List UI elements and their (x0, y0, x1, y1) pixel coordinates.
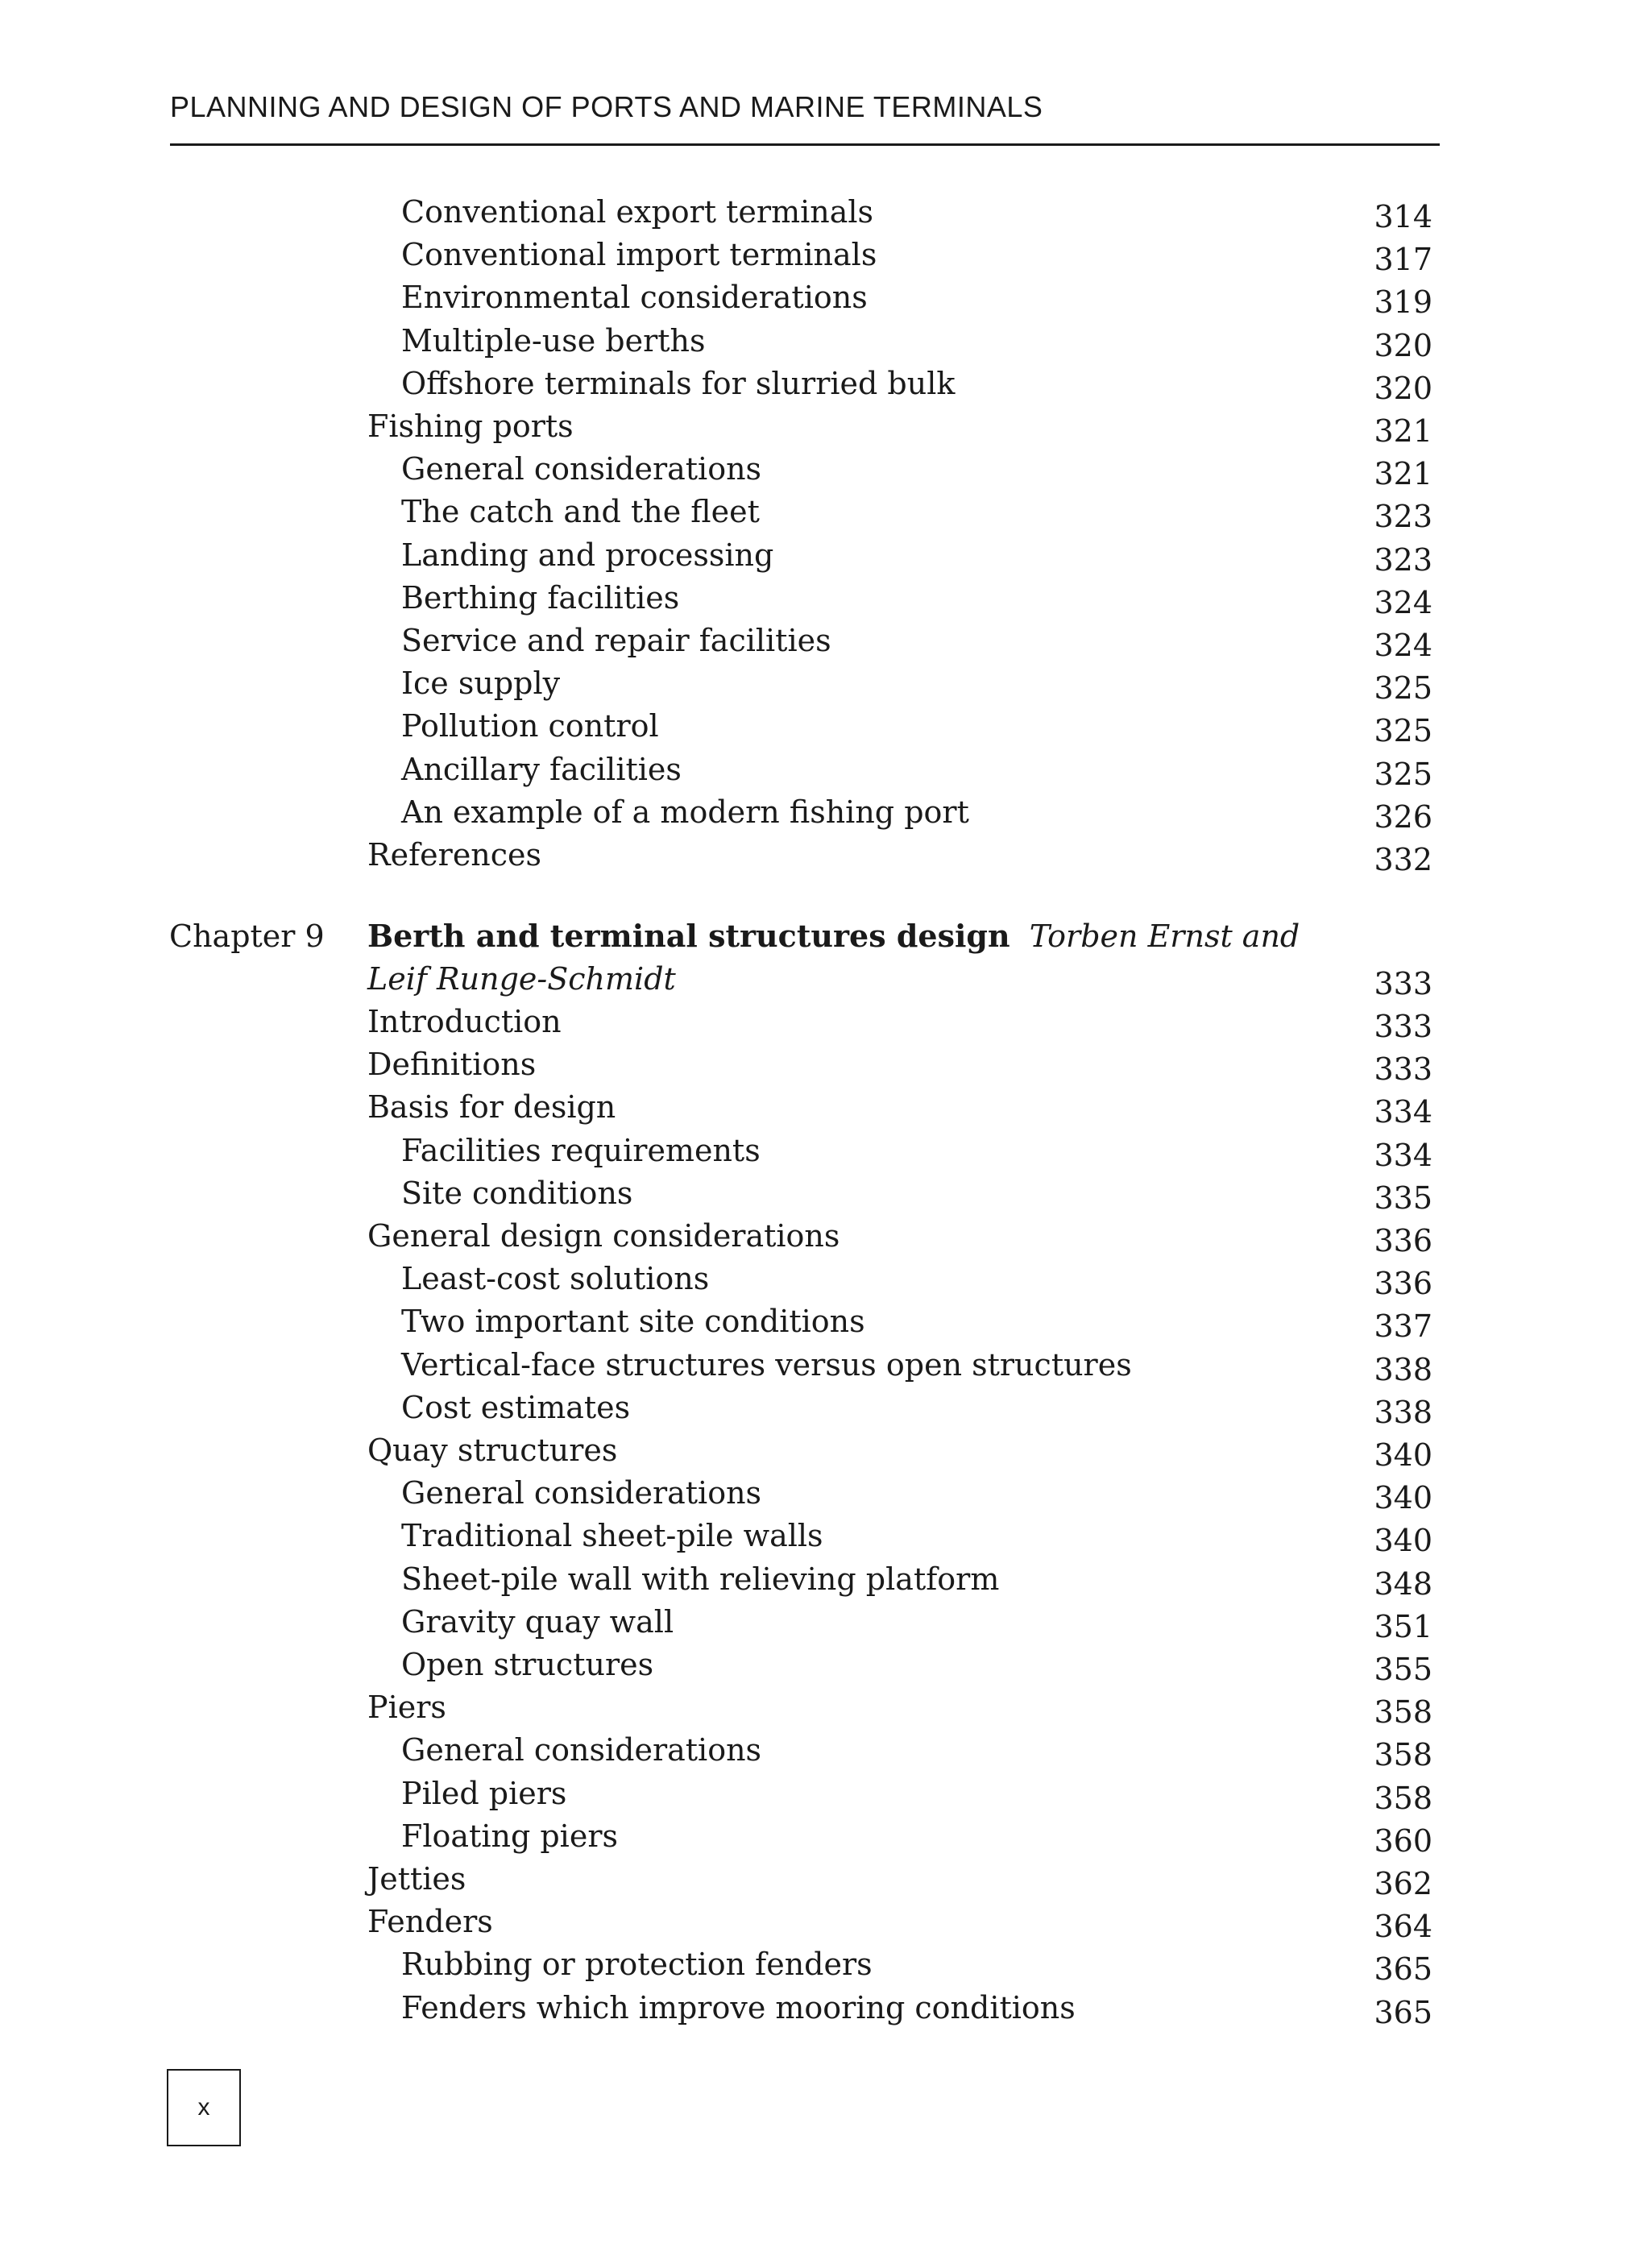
toc-entry-page: 336 (1374, 1266, 1432, 1302)
toc-entry-page: 334 (1374, 1137, 1432, 1173)
toc-entry-title: Rubbing or protection fenders (401, 1947, 873, 1983)
toc-entry-page: 325 (1374, 713, 1432, 749)
toc-entry (0, 449, 1650, 492)
toc-entry-title: General considerations (401, 1732, 762, 1768)
toc-entry (0, 1130, 1650, 1171)
toc-entry (0, 491, 1650, 535)
toc-entry (0, 1387, 1650, 1428)
toc-entry-page: 319 (1374, 284, 1432, 321)
toc-entry-title: Conventional export terminals (401, 194, 874, 230)
toc-entry (0, 535, 1650, 578)
toc-entry (0, 1730, 1650, 1773)
toc-entry (0, 835, 1650, 875)
toc-entry-page: 324 (1374, 584, 1432, 620)
toc-entry-page: 321 (1374, 456, 1432, 492)
toc-entry-page: 340 (1374, 1437, 1432, 1473)
toc-entry-title: Vertical-face structures versus open structures (401, 1346, 1132, 1383)
toc-entry-title: Cost estimates (401, 1389, 631, 1425)
page-folio: x (167, 2069, 241, 2146)
toc-entry-title: Gravity quay wall (401, 1603, 674, 1640)
toc-entry (0, 234, 1650, 278)
toc-entry (0, 1602, 1650, 1642)
toc-entry-title: Definitions (367, 1047, 537, 1083)
toc-entry-title: Floating piers (401, 1818, 618, 1854)
toc-entry-title: General design considerations (367, 1218, 840, 1254)
toc-entry-title: Least-cost solutions (401, 1261, 710, 1297)
toc-entry-page: 348 (1374, 1565, 1432, 1602)
toc-entry (0, 1044, 1650, 1088)
toc-entry (0, 1216, 1650, 1256)
chapter-title: Berth and terminal structures design (367, 918, 1010, 954)
toc-entry-title: Site conditions (401, 1175, 633, 1211)
toc-entry (0, 1773, 1650, 1814)
toc-entry (0, 1901, 1650, 1945)
chapter-authors-line2: Leif Runge-Schmidt (367, 961, 676, 997)
toc-entry-title: Basis for design (367, 1089, 616, 1126)
toc-entry-title: Conventional import terminals (401, 237, 877, 273)
toc-entry-title: Fishing ports (367, 408, 574, 444)
toc-entry-title: Piers (367, 1690, 446, 1726)
toc-entry-page: 338 (1374, 1351, 1432, 1387)
toc-entry-page: 335 (1374, 1180, 1432, 1216)
toc-entry (0, 1345, 1650, 1385)
toc-entry-title: Offshore terminals for slurried bulk (401, 365, 956, 401)
toc-entry-page: 336 (1374, 1223, 1432, 1258)
toc-entry-page: 334 (1374, 1094, 1432, 1130)
toc-entry-title: References (367, 837, 542, 873)
toc-entry-title: Jetties (367, 1861, 466, 1897)
toc-entry (0, 1687, 1650, 1731)
toc-entry (0, 406, 1650, 449)
toc-entry (0, 620, 1650, 661)
toc-entry-title: Fenders which improve mooring conditions (401, 1989, 1076, 2025)
toc-entry (0, 749, 1650, 790)
toc-entry-page: 320 (1374, 370, 1432, 406)
toc-entry (0, 1944, 1650, 1988)
header-rule (170, 143, 1440, 146)
toc-entry-page: 338 (1374, 1394, 1432, 1430)
toc-entry (0, 192, 1650, 232)
toc-entry (0, 1559, 1650, 1602)
toc-entry-title: Introduction (367, 1004, 562, 1039)
toc-entry-page: 340 (1374, 1480, 1432, 1516)
toc-entry-page: 364 (1374, 1909, 1432, 1945)
toc-entry-title: Sheet-pile wall with relieving platform (401, 1561, 1000, 1597)
toc-entry-page: 332 (1374, 842, 1432, 877)
toc-entry-title: General considerations (401, 451, 762, 487)
toc-entry-page: 358 (1374, 1780, 1432, 1816)
toc-entry-title: Quay structures (367, 1433, 618, 1468)
toc-entry-page: 321 (1374, 413, 1432, 449)
toc-entry-title: Facilities requirements (401, 1132, 761, 1168)
toc-entry-page: 333 (1374, 1009, 1432, 1044)
running-head: PLANNING AND DESIGN OF PORTS AND MARINE TERMINALS (170, 90, 1043, 123)
toc-entry (0, 321, 1650, 361)
toc-entry-page: 333 (1374, 1051, 1432, 1088)
toc-entry (0, 1087, 1650, 1130)
toc-entry (0, 1001, 1650, 1042)
toc-entry-title: Piled piers (401, 1775, 567, 1811)
toc-entry (0, 1515, 1650, 1559)
toc-entry (0, 1988, 1650, 2028)
toc-entry-page: 326 (1374, 798, 1432, 835)
toc-entry (0, 792, 1650, 835)
toc-entry-title: Ancillary facilities (401, 751, 682, 787)
toc-entry-title: Pollution control (401, 708, 659, 744)
toc-entry-title: Landing and processing (401, 537, 774, 573)
toc-entry (0, 663, 1650, 707)
chapter-title-line (367, 916, 1300, 956)
toc-entry (0, 1859, 1650, 1899)
toc-entry (0, 1816, 1650, 1859)
toc-entry (0, 578, 1650, 618)
toc-entry-page: 358 (1374, 1694, 1432, 1731)
toc-entry-title: Multiple-use berths (401, 322, 706, 359)
toc-entry-page: 323 (1374, 541, 1432, 578)
toc-entry (0, 1644, 1650, 1685)
toc-entry-page: 325 (1374, 670, 1432, 707)
toc-entry-page: 365 (1374, 1994, 1432, 2030)
toc-entry-page: 325 (1374, 756, 1432, 792)
chapter-page: 333 (1374, 966, 1432, 1001)
toc-entry-page: 323 (1374, 499, 1432, 535)
toc-entry (0, 1430, 1650, 1473)
toc-entry-title: Two important site conditions (401, 1304, 865, 1340)
toc-entry-page: 362 (1374, 1866, 1432, 1901)
toc-entry (0, 1258, 1650, 1302)
chapter-label: Chapter 9 (169, 918, 325, 954)
toc-entry-title: General considerations (401, 1475, 762, 1511)
toc-entry-page: 360 (1374, 1822, 1432, 1859)
toc-entry-page: 337 (1374, 1308, 1432, 1345)
toc-entry (0, 1473, 1650, 1516)
toc-entry-title: Open structures (401, 1647, 654, 1682)
toc-entry-title: Berthing facilities (401, 579, 680, 616)
toc-entry (0, 1173, 1650, 1216)
toc-entry-page: 355 (1374, 1652, 1432, 1687)
toc-entry-page: 324 (1374, 628, 1432, 663)
toc-entry-page: 351 (1374, 1608, 1432, 1644)
toc-entry-title: Fenders (367, 1904, 493, 1940)
toc-entry-page: 320 (1374, 327, 1432, 363)
toc-entry-title: Service and repair facilities (401, 623, 831, 658)
toc-entry-title: Environmental considerations (401, 280, 868, 316)
toc-entry-page: 358 (1374, 1737, 1432, 1773)
toc-entry-page: 365 (1374, 1951, 1432, 1988)
toc-entry-title: The catch and the fleet (401, 494, 760, 530)
toc-entry (0, 1301, 1650, 1345)
chapter-authors-row (0, 959, 1650, 999)
chapter-authors-line1: Torben Ernst and (1029, 918, 1300, 954)
toc-entry-page: 340 (1374, 1523, 1432, 1559)
toc-entry (0, 277, 1650, 321)
chapter-heading (0, 916, 1650, 956)
toc-entry (0, 363, 1650, 404)
toc-entry-title: An example of a modern fishing port (401, 794, 969, 830)
toc-entry-title: Ice supply (401, 665, 561, 702)
toc-entry-page: 317 (1374, 242, 1432, 278)
toc-entry (0, 706, 1650, 749)
toc-entry-page: 314 (1374, 199, 1432, 234)
toc-entry-title: Traditional sheet-pile walls (401, 1518, 823, 1554)
